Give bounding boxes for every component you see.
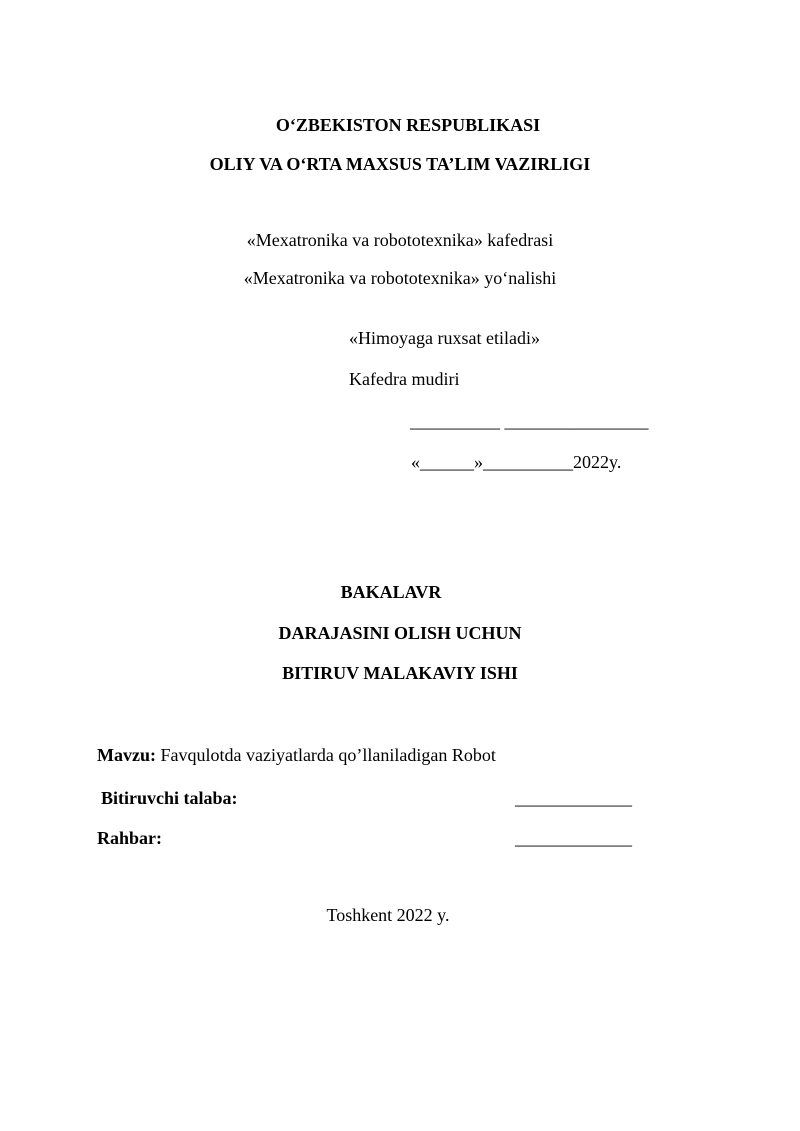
ministry-heading: OLIY VA O‘RTA MAXSUS TA’LIM VAZIRLIGI — [209, 154, 591, 174]
thesis-title-line-2: DARAJASINI OLISH UCHUN — [278, 623, 522, 643]
thesis-title-line-3: BITIRUV MALAKAVIY ISHI — [282, 663, 518, 683]
advisor-row — [97, 827, 641, 849]
approval-signature-line: __________ ________________ — [410, 411, 649, 431]
approval-head-label: Kafedra mudiri — [349, 369, 460, 389]
thesis-title-line-1: BAKALAVR — [340, 582, 442, 602]
approval-date-line: «______»__________2022y. — [411, 452, 622, 472]
student-label: Bitiruvchi talaba: — [101, 788, 238, 808]
topic-label: Mavzu: — [97, 745, 156, 765]
country-heading: O‘ZBEKISTON RESPUBLIKASI — [275, 115, 541, 135]
topic-value: Favqulotda vaziyatlarda qo’llaniladigan Robot — [155, 745, 496, 765]
advisor-label: Rahbar: — [97, 828, 163, 848]
student-signature-blank: _____________ — [515, 788, 632, 808]
approval-title: «Himoyaga ruxsat etiladi» — [349, 328, 540, 348]
topic-row — [97, 744, 496, 766]
advisor-signature-blank: _____________ — [515, 828, 632, 848]
department-name: «Mexatronika va robototexnika» kafedrasi — [246, 230, 554, 250]
city-year: Toshkent 2022 y. — [326, 905, 450, 925]
student-row — [101, 787, 641, 809]
direction-name: «Mexatronika va robototexnika» yo‘nalishi — [243, 268, 557, 288]
